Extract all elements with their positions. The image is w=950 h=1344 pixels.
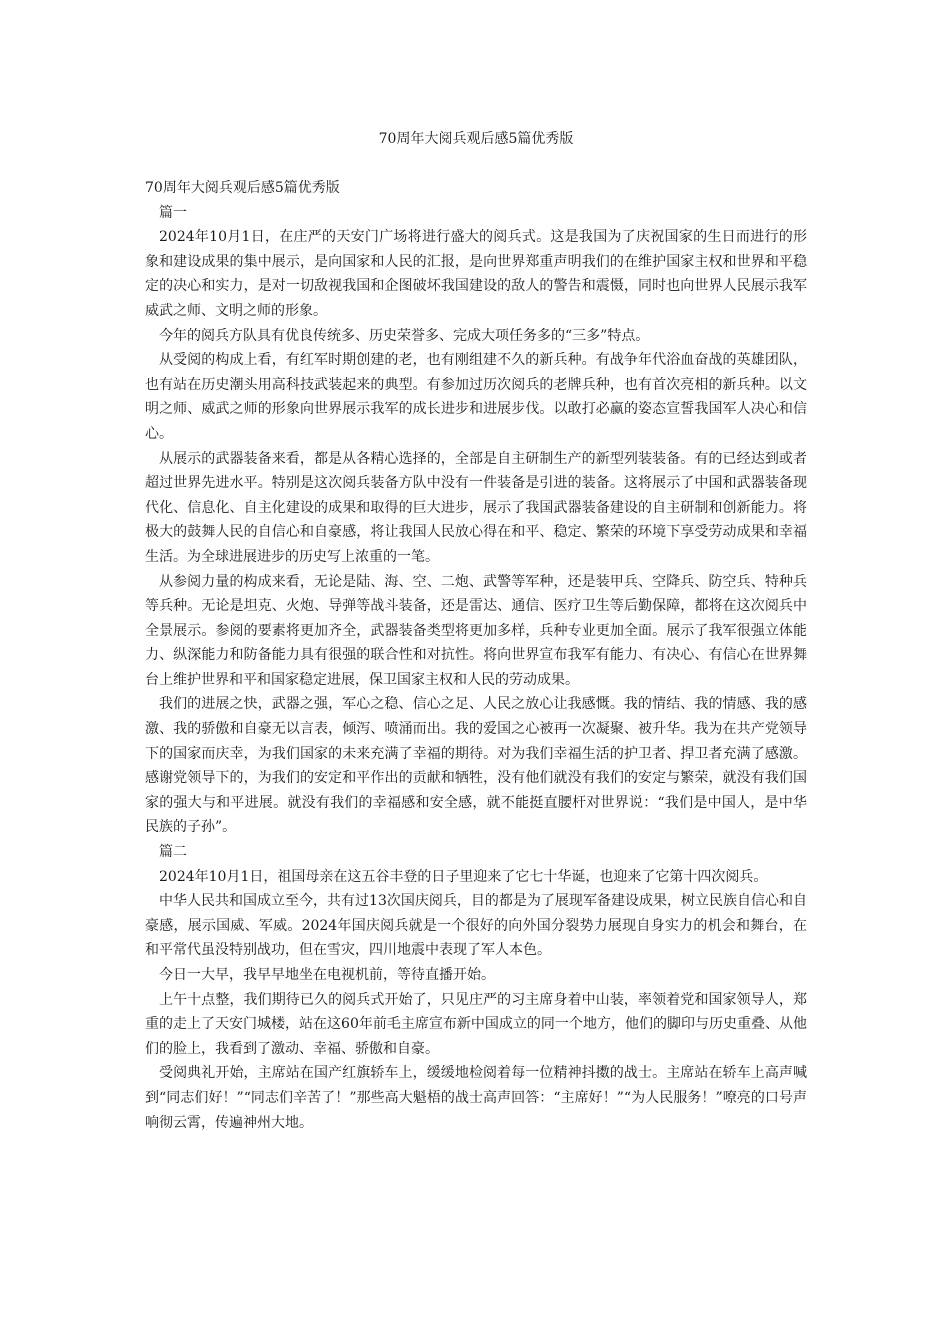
- paragraph: 2024年10月1日，祖国母亲在这五谷丰登的日子里迎来了它七十华诞，也迎来了它第十四次阅兵。: [159, 868, 768, 885]
- paragraph: 今年的阅兵方队具有优良传统多、历史荣誉多、完成大项任务多的“三多”特点。: [159, 327, 650, 344]
- document-subtitle: 70周年大阅兵观后感5篇优秀版: [145, 180, 340, 196]
- paragraph: 从展示的武器装备来看，都是从各精心选择的，全部是自主研制生产的新型列装装备。有的已经达到或者超过世界先进水平。特别是这次阅兵装备方队中没有一件装备是引进的装备。这将展示了中国和武器装备现代化、信息化、自主化建设的成果和取得的巨大进步，展示了我国武器装备建设的自主研制和创新能力。将极大的鼓舞人民的自信心和自豪感，将让我国人民放心得在和平、稳定、繁荣的环境下享受劳动成果和幸福生活。为全球进展进步的历史写上浓重的一笔。: [145, 450, 807, 565]
- paragraph: 今日一大早，我早早地坐在电视机前，等待直播开始。: [159, 967, 495, 983]
- paragraph: 2024年10月1日，在庄严的天安门广场将进行盛大的阅兵式。这是我国为了庆祝国家的生日而进行的形象和建设成果的集中展示，是向国家和人民的汇报，是向世界郑重声明我们的在维护国家主权和世界和平稳定的决心和实力，是对一切敌视我国和企图破坏我国建设的敌人的警告和震慑，同时也向世界人民展示我军威武之师、文明之师的形象。: [145, 229, 807, 319]
- document-title: 70周年大阅兵观后感5篇优秀版: [378, 131, 574, 147]
- paragraph: 我们的进展之快，武器之强，军心之稳、信心之足、人民之放心让我感慨。我的情结、我的情感、我的感激、我的骄傲和自豪无以言表，倾泻、喷涌而出。我的爱国之心被再一次凝聚、被升华。我为在共产党领导下的国家而庆幸，为我们国家的未来充满了幸福的期待。对为我们幸福生活的护卫者、捍卫者充满了感激。感谢党领导下的，为我们的安定和平作出的贡献和牺牲，没有他们就没有我们的安定与繁荣，就没有我们国家的强大与和平进展。就没有我们的幸福感和安全感，就不能挺直腰杆对世界说：“我们是中国人，是中华民族的子孙”。: [145, 696, 807, 836]
- document-body: [145, 176, 807, 1135]
- paragraph: 从参阅力量的构成来看，无论是陆、海、空、二炮、武警等军种，还是装甲兵、空降兵、防空兵、特种兵等兵种。无论是坦克、火炮、导弹等战斗装备，还是雷达、通信、医疗卫生等后勤保障，都将在这次阅兵中全景展示。参阅的要素将更加齐全，武器装备类型将更加多样，兵种专业更加全面。展示了我军很强立体能力、纵深能力和防备能力具有很强的联合性和对抗性。将向世界宣布我军有能力、有决心、有信心在世界舞台上维护世界和平和国家稳定进展，保卫国家主权和人民的劳动成果。: [145, 573, 807, 688]
- paragraph: 上午十点整，我们期待已久的阅兵式开始了，只见庄严的习主席身着中山装，率领着党和国家领导人，郑重的走上了天安门城楼，站在这60年前毛主席宣布新中国成立的同一个地方，他们的脚印与历史重叠、从他们的脸上，我看到了激动、幸福、骄傲和自豪。: [145, 991, 807, 1057]
- section-heading-2: 篇二: [159, 844, 187, 861]
- paragraph: 从受阅的构成上看，有红军时期创建的老，也有刚组建不久的新兵种。有战争年代浴血奋战的英雄团队，也有站在历史潮头用高科技武装起来的典型。有参加过历次阅兵的老牌兵种，也有首次亮相的新兵种。以文明之师、威武之师的形象向世界展示我军的成长进步和进展步伐。以敢打必赢的姿态宣誓我国军人决心和信心。: [145, 352, 807, 442]
- paragraph: 中华人民共和国成立至今，共有过13次国庆阅兵，目的都是为了展现军备建设成果，树立民族自信心和自豪感，展示国威、军威。2024年国庆阅兵就是一个很好的向外国分裂势力展现自身实力的机会和舞台，在和平常代虽没特别战功，但在雪灾，四川地震中表现了军人本色。: [145, 893, 807, 959]
- paragraph: 受阅典礼开始，主席站在国产红旗轿车上，缓缓地检阅着每一位精神抖擞的战士。主席站在轿车上高声喊到“同志们好！”“同志们辛苦了！”那些高大魁梧的战士高声回答：“主席好！”“为人民服务！”嘹亮的口号声响彻云霄，传遍神州大地。: [145, 1065, 807, 1131]
- section-heading-1: 篇一: [159, 204, 187, 221]
